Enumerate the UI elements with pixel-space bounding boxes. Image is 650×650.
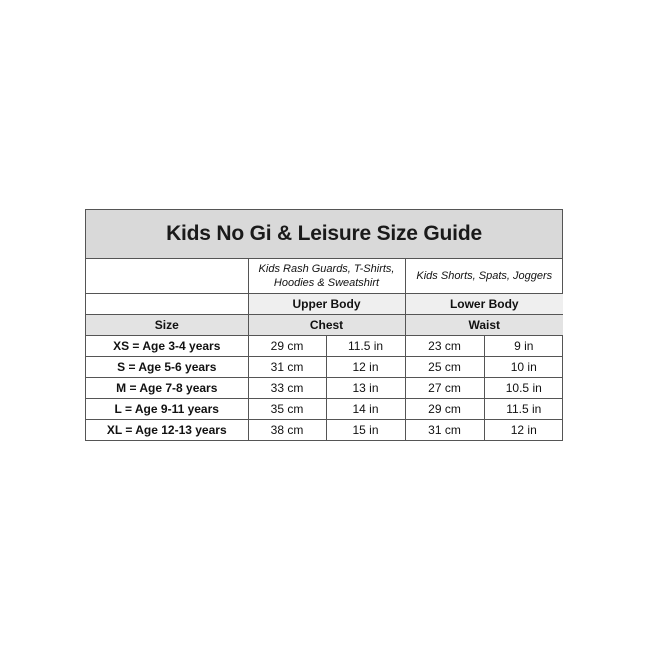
waist-in-cell: 11.5 in <box>484 399 563 420</box>
chest-in-cell: 15 in <box>326 420 405 441</box>
size-cell: XS = Age 3-4 years <box>86 336 248 357</box>
size-cell: L = Age 9-11 years <box>86 399 248 420</box>
size-cell: M = Age 7-8 years <box>86 378 248 399</box>
lower-category-label: Kids Shorts, Spats, Joggers <box>405 259 563 294</box>
chest-in-cell: 13 in <box>326 378 405 399</box>
table-row <box>86 420 563 441</box>
table-row <box>86 399 563 420</box>
chest-cm-cell: 33 cm <box>248 378 326 399</box>
waist-in-cell: 10 in <box>484 357 563 378</box>
waist-in-cell: 10.5 in <box>484 378 563 399</box>
chest-header: Chest <box>248 315 405 336</box>
chest-in-cell: 12 in <box>326 357 405 378</box>
chest-cm-cell: 29 cm <box>248 336 326 357</box>
waist-cm-cell: 25 cm <box>405 357 484 378</box>
waist-in-cell: 12 in <box>484 420 563 441</box>
chest-in-cell: 11.5 in <box>326 336 405 357</box>
table-row <box>86 357 563 378</box>
chest-cm-cell: 31 cm <box>248 357 326 378</box>
waist-cm-cell: 27 cm <box>405 378 484 399</box>
size-cell: XL = Age 12-13 years <box>86 420 248 441</box>
table-row <box>86 336 563 357</box>
upper-body-header: Upper Body <box>248 294 405 315</box>
waist-header: Waist <box>405 315 563 336</box>
waist-cm-cell: 29 cm <box>405 399 484 420</box>
size-table <box>86 259 563 440</box>
page-title: Kids No Gi & Leisure Size Guide <box>86 210 562 259</box>
size-cell: S = Age 5-6 years <box>86 357 248 378</box>
category-row <box>86 259 563 294</box>
waist-cm-cell: 23 cm <box>405 336 484 357</box>
section-row <box>86 294 563 315</box>
size-guide-table <box>85 209 563 441</box>
column-header-row <box>86 315 563 336</box>
chest-in-cell: 14 in <box>326 399 405 420</box>
waist-in-cell: 9 in <box>484 336 563 357</box>
chest-cm-cell: 38 cm <box>248 420 326 441</box>
blank-cell <box>86 294 248 315</box>
blank-cell <box>86 259 248 294</box>
table-row <box>86 378 563 399</box>
size-header: Size <box>86 315 248 336</box>
chest-cm-cell: 35 cm <box>248 399 326 420</box>
upper-category-label: Kids Rash Guards, T-Shirts, Hoodies & Sweatshirt <box>248 259 405 294</box>
lower-body-header: Lower Body <box>405 294 563 315</box>
waist-cm-cell: 31 cm <box>405 420 484 441</box>
